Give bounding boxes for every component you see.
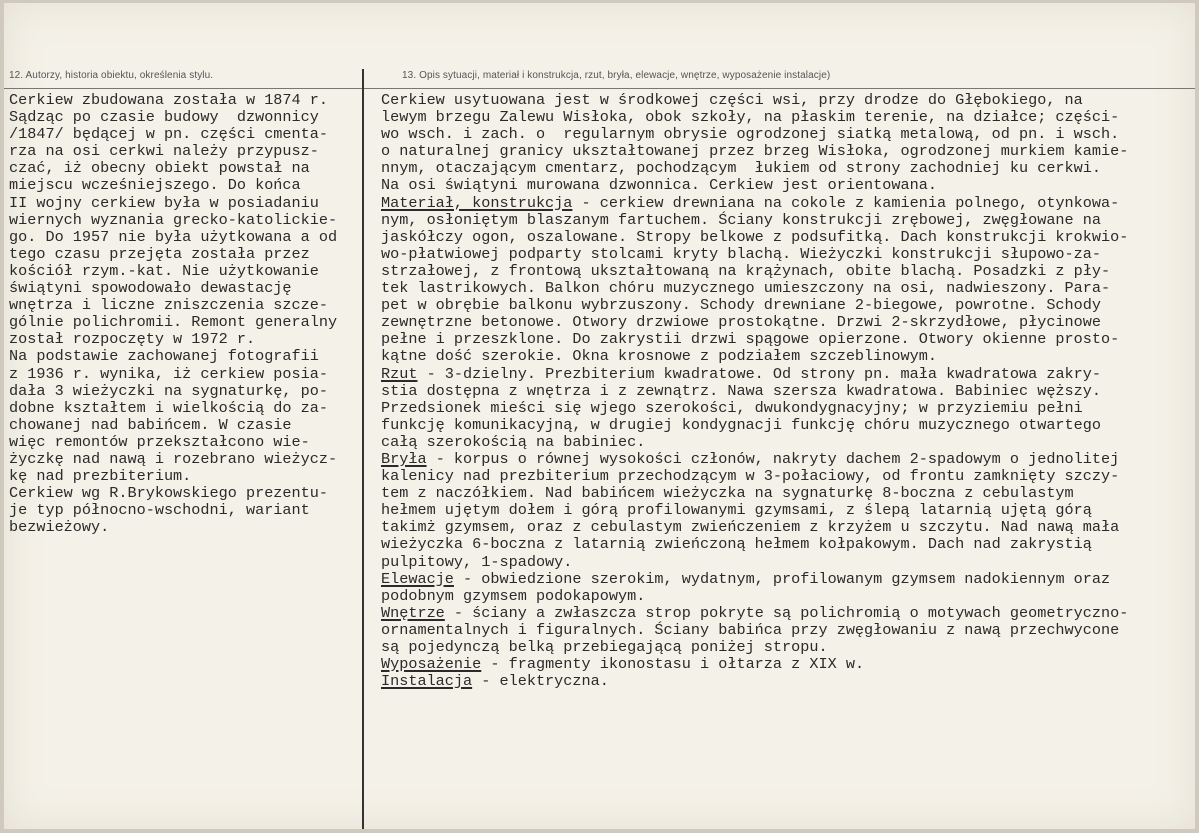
history-line: bezwieżowy. [9, 518, 110, 537]
description-line [381, 639, 1193, 656]
history-line: wnętrza i liczne zniszczenia szcze- [9, 296, 328, 315]
line-text: - cerkiew drewniana na cokole z kamienia polnego, otynkowa- [572, 193, 1120, 212]
history-line: je typ północno-wschodni, wariant [9, 501, 310, 520]
header-rule [4, 88, 1195, 89]
history-line: Cerkiew zbudowana została w 1874 r. [9, 91, 328, 109]
line-text: - elektryczna. [472, 672, 609, 691]
description-line [381, 92, 1193, 109]
history-line: go. Do 1957 nie była użytkowana a od [9, 227, 338, 246]
line-text: kalenicy nad prezbiterium przechodzącym w 3-połaciowy, od frontu zamknięty szczy- [381, 467, 1120, 486]
line-text: Cerkiew usytuowana jest w środkowej części wsi, przy drodze do Głębokiego, na [381, 91, 1083, 109]
history-line: więc remontów przekształcono wie- [9, 432, 310, 451]
section-heading: Materiał, konstrukcja [381, 193, 573, 212]
section-12-header: 12. Autorzy, historia obiektu, określenia stylu. [9, 70, 214, 81]
description-line [381, 434, 1193, 451]
description-line [381, 536, 1193, 553]
line-text: wo-płatwiowej podparty stolcami kryty blachą. Wieżyczki konstrukcji słupowo-za- [381, 244, 1102, 263]
history-line: czać, iż obecny obiekt powstał na [9, 159, 310, 178]
column-divider [362, 69, 364, 829]
description-line [381, 417, 1193, 434]
section-heading: Wyposażenie [381, 655, 482, 674]
history-line: gólnie polichromii. Remont generalny [9, 313, 338, 332]
history-line: został rozpoczęty w 1972 r. [9, 330, 256, 349]
line-text: Przedsionek mieści się wjego szerokości, dwukondygnacyjny; w przyziemiu pełni [381, 398, 1083, 417]
line-text: strzałowej, z frontową ukształtowaną na krążynach, obite blachą. Posadzki z pły- [381, 261, 1111, 280]
description-line [381, 348, 1193, 365]
line-text: jaskółczy ogon, oszalowane. Stropy belkowe z podsufitką. Dach konstrukcji krokwio- [381, 227, 1129, 246]
line-text: podobnym gzymsem podokapowym. [381, 586, 646, 605]
section-13-header: 13. Opis sytuacji, materiał i konstrukcja, rzut, bryła, elewacje, wnętrze, wyposażenie instalacje) [402, 70, 831, 81]
description-line [381, 383, 1193, 400]
description-line [381, 554, 1193, 571]
history-line: rza na osi cerkwi należy przypusz- [9, 142, 319, 161]
description-line [381, 229, 1193, 246]
line-text: nnym, otaczającym cmentarz, pochodzącym łukiem od strony zachodniej ku cerkwi. [381, 159, 1102, 178]
line-text: ornamentalnych i figuralnych. Ściany babińca przy zwęgłowaniu z nawą przechwycone [381, 620, 1120, 639]
line-text: tem z naczółkiem. Nad babińcem wieżyczka na sygnaturkę 8-boczna z cebulastym [381, 484, 1074, 503]
history-line: z 1936 r. wynika, iż cerkiew posia- [9, 364, 328, 383]
line-text: wo wsch. i zach. o regularnym obrysie ogrodzonej siatką metalową, od pn. i wsch. [381, 125, 1120, 144]
section-heading: Rzut [381, 364, 418, 383]
line-text: funkcję komunikacyjną, w drugiej kondygnacji funkcję chóru muzycznego otwartego [381, 415, 1102, 434]
line-text: nym, osłoniętym blaszanym fartuchem. Ściany konstrukcji zrębowej, zwęgłowane na [381, 210, 1102, 229]
history-line: chowanej nad babińcem. W czasie [9, 415, 292, 434]
history-column [9, 92, 361, 536]
line-text: całą szerokością na babiniec. [381, 432, 646, 451]
description-line [381, 246, 1193, 263]
history-line: miejscu wcześniejszego. Do końca [9, 176, 301, 195]
history-line: Na podstawie zachowanej fotografii [9, 347, 319, 366]
history-line: świątyni spowodowało dewastację [9, 279, 292, 298]
line-text: stia dostępna z wnętrza i z zewnątrz. Nawa szersza kwadratowa. Babiniec węższy. [381, 381, 1102, 400]
line-text: lewym brzegu Zalewu Wisłoka, obok szkoły, na płaskim terenie, na działce; części- [381, 108, 1120, 127]
description-column [381, 92, 1193, 690]
line-text: pulpitowy, 1-spadowy. [381, 552, 573, 571]
description-line [381, 109, 1193, 126]
description-line [381, 366, 1193, 383]
section-heading: Instalacja [381, 672, 473, 691]
line-text: - 3-dzielny. Prezbiterium kwadratowe. Od strony pn. mała kwadratowa zakry- [417, 364, 1102, 383]
description-line [381, 212, 1193, 229]
description-line [381, 263, 1193, 280]
description-line [381, 160, 1193, 177]
history-line: dobne kształtem i wielkością do za- [9, 398, 328, 417]
line-text: tek lastrikowych. Balkon chóru muzycznego umieszczony na osi, nadwieszony. Para- [381, 279, 1111, 298]
description-line [381, 571, 1193, 588]
description-line [381, 656, 1193, 673]
line-text: są pojedynczą belką przebiegającą poniżej stropu. [381, 638, 828, 656]
line-text: o naturalnej granicy ukształtowanej przez brzeg Wisłoka, ogrodzonej murkiem kamie- [381, 142, 1129, 161]
line-text: - ściany a zwłaszcza strop pokryte są polichromią o motywach geometryczno- [444, 603, 1129, 622]
line-text: zewnętrzne betonowe. Otwory drzwiowe prostokątne. Drzwi 2-skrzydłowe, płycinowe [381, 313, 1102, 332]
description-line [381, 331, 1193, 348]
description-line [381, 451, 1193, 468]
section-heading: Bryła [381, 449, 427, 468]
description-line [381, 605, 1193, 622]
line-text: kątne dość szerokie. Okna krosnowe z podziałem szczeblinowym. [381, 347, 937, 366]
description-line [381, 519, 1193, 536]
history-line: /1847/ będącej w pn. części cmenta- [9, 125, 328, 144]
history-line: dała 3 wieżyczki na sygnaturkę, po- [9, 381, 328, 400]
history-line: tego czasu przejęta została przez [9, 244, 310, 263]
line-text: - fragmenty ikonostasu i ołtarza z XIX w. [481, 655, 865, 674]
description-line [381, 588, 1193, 605]
description-line [381, 126, 1193, 143]
description-line [381, 485, 1193, 502]
line-text: pet w obrębie balkonu wybrzuszony. Schody drewniane 2-biegowe, powrotne. Schody [381, 296, 1102, 315]
description-line [381, 297, 1193, 314]
description-line [381, 502, 1193, 519]
description-line [381, 280, 1193, 297]
history-line: kościół rzym.-kat. Nie użytkowanie [9, 261, 319, 280]
line-text: takimż gzymsem, oraz z cebulastym zwieńczeniem z krzyżem u szczytu. Nad nawą mała [381, 518, 1120, 537]
history-line: wiernych wyznania grecko-katolickie- [9, 210, 338, 229]
description-line [381, 622, 1193, 639]
description-line [381, 177, 1193, 194]
description-line [381, 468, 1193, 485]
history-line: II wojny cerkiew była w posiadaniu [9, 193, 319, 212]
description-line [381, 400, 1193, 417]
history-line: Sądząc po czasie budowy dzwonnicy [9, 108, 319, 127]
line-text: - korpus o równej wysokości członów, nakryty dachem 2-spadowym o jednolitej [426, 449, 1120, 468]
line-text: pełne i przeszklone. Do zakrystii drzwi spągowe opierzone. Otwory okienne prosto- [381, 330, 1120, 349]
description-line [381, 673, 1193, 690]
description-line [381, 195, 1193, 212]
history-line: kę nad prezbiterium. [9, 467, 192, 486]
description-line [381, 314, 1193, 331]
section-heading: Wnętrze [381, 603, 445, 622]
line-text: wieżyczka 6-boczna z latarnią zwieńczoną hełmem kołpakowym. Dach nad zakrystią [381, 535, 1092, 554]
history-line: Cerkiew wg R.Brykowskiego prezentu- [9, 484, 328, 503]
description-line [381, 143, 1193, 160]
section-heading: Elewacje [381, 569, 454, 588]
line-text: Na osi świątyni murowana dzwonnica. Cerkiew jest orientowana. [381, 176, 937, 195]
document-card [4, 3, 1195, 829]
line-text: hełmem ujętym dołem i górą profilowanymi gzymsami, z ślepą latarnią ujętą górą [381, 501, 1092, 520]
line-text: - obwiedzione szerokim, wydatnym, profilowanym gzymsem nadokiennym oraz [453, 569, 1111, 588]
history-line: życzkę nad nawą i rozebrano wieżycz- [9, 449, 338, 468]
